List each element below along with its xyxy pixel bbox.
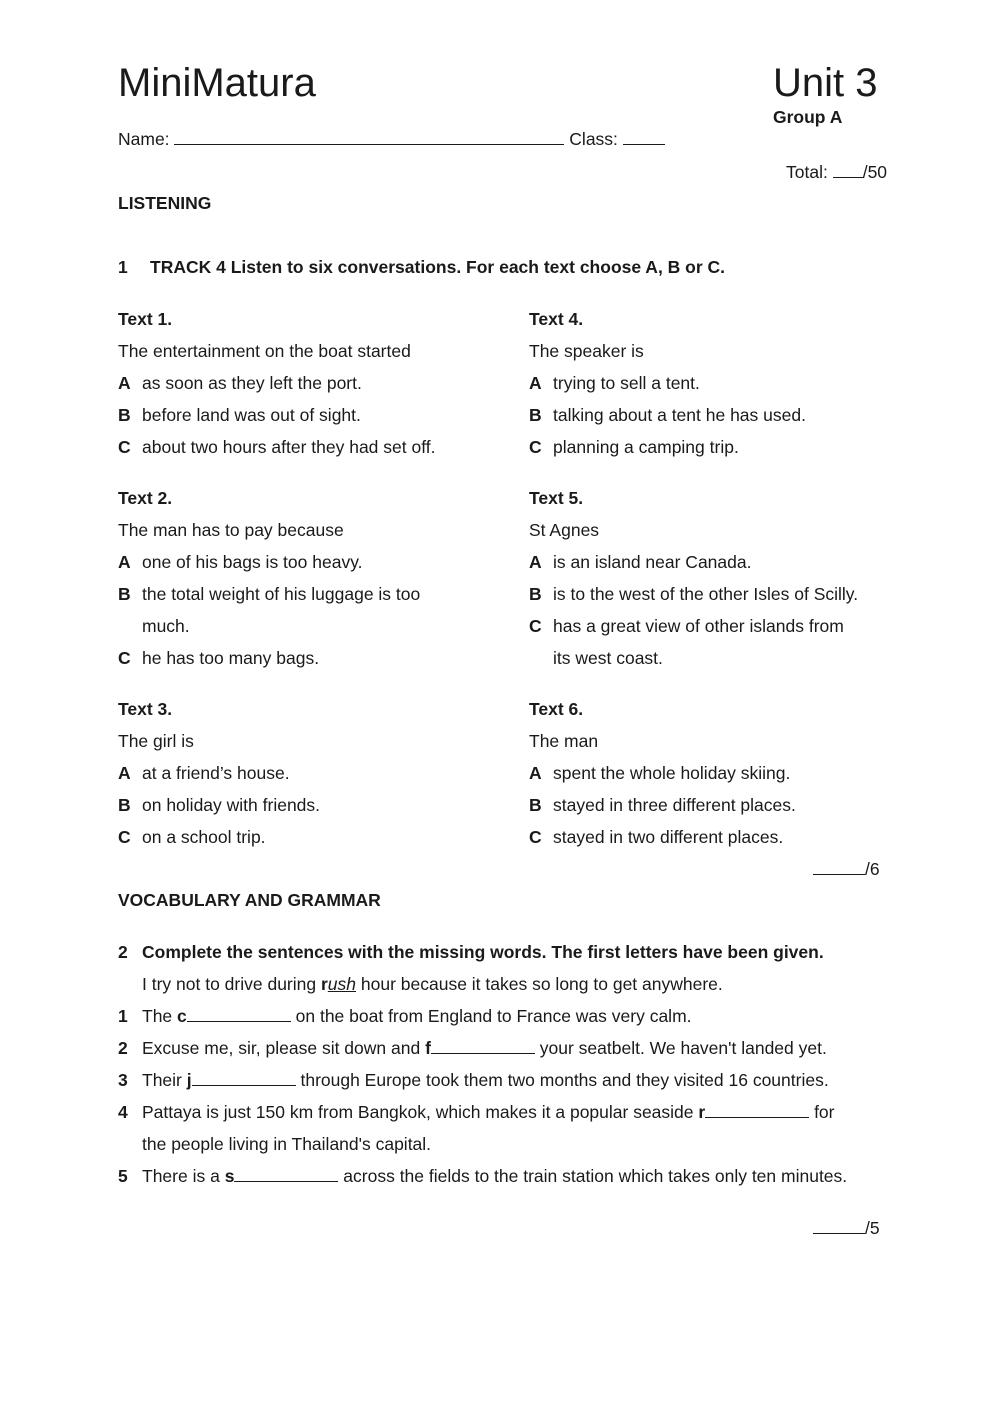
option-key: B — [118, 405, 131, 425]
first-letter: s — [224, 1166, 235, 1186]
vocab-item — [118, 1165, 847, 1187]
item-number: 5 — [118, 1166, 128, 1186]
option-text: as soon as they left the port. — [142, 373, 362, 393]
class-blank[interactable] — [623, 144, 665, 145]
option-key: A — [118, 373, 131, 393]
option-key: C — [118, 648, 131, 668]
vocab-item — [118, 1037, 827, 1059]
option-text: is to the west of the other Isles of Scilly. — [553, 584, 859, 604]
answer-blank[interactable] — [234, 1181, 338, 1182]
text-label: Text 5. — [529, 488, 584, 508]
first-letter: f — [425, 1038, 431, 1058]
option-text: trying to sell a tent. — [553, 373, 700, 393]
text-block — [529, 698, 909, 858]
answer-option[interactable] — [529, 583, 909, 615]
total-max: /50 — [862, 162, 888, 182]
text-block — [118, 698, 498, 858]
worksheet-title: MiniMatura — [118, 61, 316, 105]
answer-option[interactable] — [118, 436, 498, 468]
class-label: Class: — [569, 129, 618, 149]
answer-blank[interactable] — [192, 1085, 296, 1086]
text-block — [118, 487, 498, 679]
task-2-text: Complete the sentences with the missing words. The first letters have been given. — [142, 942, 824, 962]
option-key: A — [529, 373, 542, 393]
text-label: Text 4. — [529, 309, 584, 329]
text-block — [529, 487, 909, 679]
example-after: hour because it takes so long to get anywhere. — [356, 974, 723, 994]
option-key: C — [529, 437, 542, 457]
answer-option[interactable] — [118, 551, 498, 583]
option-text-continued: its west coast. — [553, 648, 663, 668]
item-number: 1 — [118, 1006, 128, 1026]
answer-option[interactable] — [529, 436, 909, 468]
answer-option[interactable] — [529, 615, 909, 647]
option-key: C — [118, 827, 131, 847]
item-text-after: on the boat from England to France was very calm. — [290, 1006, 692, 1026]
answer-option[interactable] — [529, 794, 909, 826]
answer-blank[interactable] — [705, 1117, 809, 1118]
item-text-after: for — [809, 1102, 835, 1122]
total-row — [786, 161, 887, 183]
task-1-instruction — [118, 256, 725, 278]
question-stem: The speaker is — [529, 341, 644, 361]
listening-score — [813, 858, 880, 880]
option-key: B — [529, 795, 542, 815]
task-2-instruction — [118, 941, 824, 963]
vocab-score-max: /5 — [865, 1218, 880, 1238]
item-text-before: The — [142, 1006, 178, 1026]
answer-option[interactable] — [529, 372, 909, 404]
answer-option[interactable] — [529, 404, 909, 436]
option-key: B — [529, 584, 542, 604]
item-text-continued: the people living in Thailand's capital. — [142, 1134, 432, 1154]
listening-score-blank[interactable] — [813, 874, 865, 875]
answer-option[interactable] — [118, 404, 498, 436]
answer-blank[interactable] — [187, 1021, 291, 1022]
text-label: Text 3. — [118, 699, 173, 719]
option-text: on holiday with friends. — [142, 795, 321, 815]
question-stem: The girl is — [118, 731, 194, 751]
answer-blank[interactable] — [431, 1053, 535, 1054]
option-key: C — [118, 437, 131, 457]
first-letter: c — [177, 1006, 187, 1026]
option-text: stayed in two different places. — [553, 827, 784, 847]
option-text: talking about a tent he has used. — [553, 405, 806, 425]
item-number: 4 — [118, 1102, 128, 1122]
name-blank[interactable] — [174, 144, 564, 145]
vocab-example — [142, 973, 723, 995]
option-key: C — [529, 827, 542, 847]
item-text-after: across the fields to the train station which takes only ten minutes. — [338, 1166, 848, 1186]
answer-option[interactable] — [118, 826, 498, 858]
option-text-continued: much. — [142, 616, 190, 636]
option-text: on a school trip. — [142, 827, 266, 847]
vocab-item — [118, 1069, 829, 1091]
item-number: 3 — [118, 1070, 128, 1090]
question-stem: The man — [529, 731, 599, 751]
question-stem: St Agnes — [529, 520, 600, 540]
option-text: the total weight of his luggage is too — [142, 584, 421, 604]
answer-option[interactable] — [118, 583, 498, 615]
option-key: A — [118, 552, 131, 572]
text-label: Text 2. — [118, 488, 173, 508]
unit-title: Unit 3 — [773, 61, 878, 105]
item-text-after: through Europe took them two months and they visited 16 countries. — [295, 1070, 829, 1090]
text-label: Text 1. — [118, 309, 173, 329]
item-text-after: your seatbelt. We haven't landed yet. — [534, 1038, 827, 1058]
answer-option[interactable] — [118, 647, 498, 679]
option-text: at a friend’s house. — [142, 763, 290, 783]
text-block — [529, 308, 909, 468]
total-label: Total: — [786, 162, 828, 182]
example-before: I try not to drive during — [142, 974, 321, 994]
first-letter: r — [698, 1102, 706, 1122]
option-text: about two hours after they had set off. — [142, 437, 436, 457]
answer-option[interactable] — [118, 372, 498, 404]
item-text-before: Their — [142, 1070, 187, 1090]
name-row — [118, 128, 665, 150]
answer-option[interactable] — [529, 551, 909, 583]
item-text-before: There is a — [142, 1166, 225, 1186]
item-number: 2 — [118, 1038, 128, 1058]
text-block — [118, 308, 498, 468]
listening-score-max: /6 — [865, 859, 880, 879]
option-key: B — [529, 405, 542, 425]
option-text: before land was out of sight. — [142, 405, 361, 425]
option-key: A — [529, 552, 542, 572]
text-label: Text 6. — [529, 699, 584, 719]
option-text: spent the whole holiday skiing. — [553, 763, 791, 783]
option-key: A — [118, 763, 131, 783]
name-label: Name: — [118, 129, 170, 149]
answer-option[interactable] — [118, 794, 498, 826]
vocab-item — [118, 1101, 835, 1123]
task-2-number: 2 — [118, 942, 128, 962]
option-key: C — [529, 616, 542, 636]
option-text: is an island near Canada. — [553, 552, 752, 572]
option-text: he has too many bags. — [142, 648, 320, 668]
vocab-score-blank[interactable] — [813, 1233, 865, 1234]
item-text-before: Pattaya is just 150 km from Bangkok, which makes it a popular seaside — [142, 1102, 699, 1122]
option-key: A — [529, 763, 542, 783]
option-text: has a great view of other islands from — [553, 616, 844, 636]
question-stem: The entertainment on the boat started — [118, 341, 411, 361]
task-1-text: TRACK 4 Listen to six conversations. For each text choose A, B or C. — [150, 257, 726, 277]
option-text: planning a camping trip. — [553, 437, 739, 457]
vocab-score — [813, 1217, 880, 1239]
example-letter: r — [320, 974, 328, 994]
answer-option[interactable] — [118, 762, 498, 794]
task-1-number: 1 — [118, 257, 128, 277]
listening-heading: LISTENING — [118, 193, 212, 213]
question-stem: The man has to pay because — [118, 520, 344, 540]
vocab-heading: VOCABULARY AND GRAMMAR — [118, 890, 381, 910]
answer-option[interactable] — [529, 762, 909, 794]
option-key: B — [118, 795, 131, 815]
option-key: B — [118, 584, 131, 604]
group-label: Group A — [773, 107, 843, 127]
vocab-item — [118, 1005, 692, 1027]
example-answer: ush — [327, 974, 357, 994]
total-blank[interactable] — [833, 177, 863, 178]
option-text: one of his bags is too heavy. — [142, 552, 363, 572]
item-text-before: Excuse me, sir, please sit down and — [142, 1038, 426, 1058]
first-letter: j — [186, 1070, 192, 1090]
option-text: stayed in three different places. — [553, 795, 796, 815]
answer-option[interactable] — [529, 826, 909, 858]
